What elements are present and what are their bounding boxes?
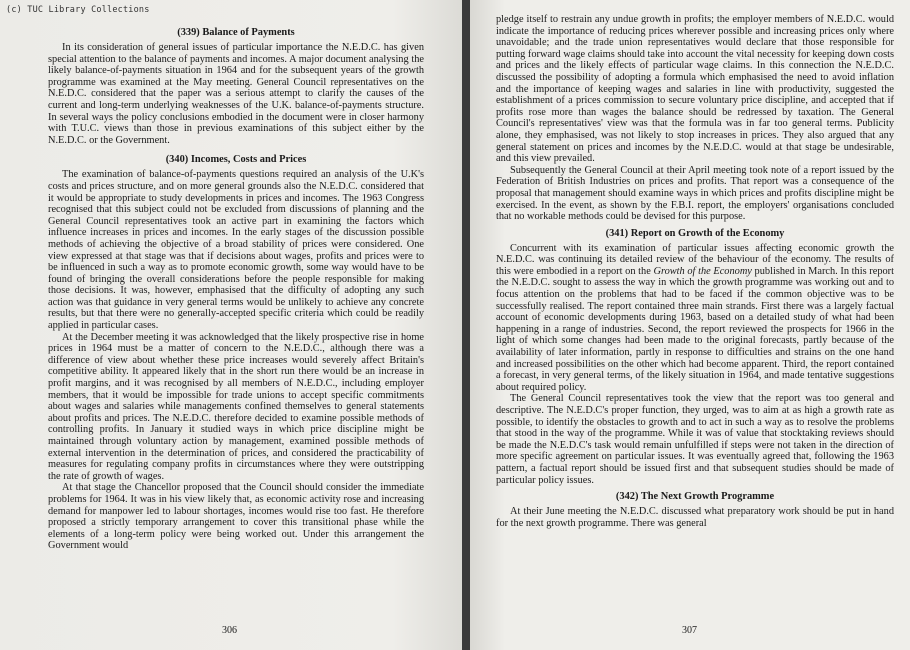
section-340-paragraph-2: At the December meeting it was acknowledged that the likely prospective rise in home prices in 1964 must be a matter of concern to the N.E.D.C., although there was a difference of view about whether these price increases would severely affect Britain's competitive ability. It appeared likely that in the short run there would be an increase in profit margins, and it was recognised by all members of N.E.D.C., including employer members, that it would be impossible for trade unions to accept specific commitments about wages and salaries while managements confined themselves to general statements about profits and prices. The N.E.D.C. therefore decided to examine possible methods of controlling profits. In January it studied ways in which price discipline might be maintained through voluntary action by management, examined possible methods of external intervention in the determination of prices, and considered the practicability of measures for regulating company profits in circumstances where they were outstripping the rate of growth of wages. bbox=[48, 331, 424, 482]
report-title: Growth of the Economy bbox=[653, 265, 752, 277]
page-number-left: 306 bbox=[222, 625, 237, 636]
section-341-text-a: Concurrent with its examination of particular issues affecting economic growth the N.E.D.C. was continuing its detailed review of the behaviour of the economy. The results of this were embodied in a report on the bbox=[496, 242, 894, 277]
page-number-right: 307 bbox=[682, 625, 697, 636]
watermark: (c) TUC Library Collections bbox=[6, 5, 150, 15]
right-page bbox=[470, 0, 910, 650]
fbi-report-paragraph: Subsequently the General Council at their April meeting took note of a report issued by the Federation of British Industries on prices and profits. That report was a consequence of the proposal that management should examine ways in which prices and profits discipline might be exercised. In the event, as shown by the F.B.I. report, the employers' organisations concluded that no workable methods could be devised for this purpose. bbox=[496, 164, 894, 223]
book-gutter bbox=[462, 0, 470, 650]
section-342-paragraph: At their June meeting the N.E.D.C. discussed what preparatory work should be put in hand for the next growth programme. There was general bbox=[496, 506, 894, 529]
section-341-text-b: published in March. In this report the N.E.D.C. sought to assess the way in which the growth programme was working out and to focus attention on the problems that had to be faced if the common objective was to be successfully realised. The report contained three main strands. First there was a largely factual account of economic developments during 1963, based on a detailed study of what had been happening in a range of industries. Second, the report reviewed the prospects for 1966 in the light of which some changes had been made to the original forecasts, partly because of the availability of later information, partly in response to difficulties and strains on the one hand and increased possibilities on the other which had become apparent. Third, the report contained a forecast, in very general terms, of the likely situation in 1964, and made tentative suggestions about required policy. bbox=[496, 265, 894, 393]
section-339-heading: (339) Balance of Payments bbox=[177, 27, 295, 38]
section-341-paragraph-1 bbox=[496, 243, 894, 394]
section-341-heading: (341) Report on Growth of the Economy bbox=[605, 227, 785, 239]
section-340-paragraph-1: The examination of balance-of-payments questions required an analysis of the U.K's costs and prices structure, and on more general grounds also the N.E.D.C. considered that it would be appropriate to study developments in prices and incomes. The 1963 Congress recognised that this subject could not be excluded from discussions of planning and the General Council representatives took an active part in examining the factors which influence increases in prices and incomes. In the early stages of the discussion possible methods of achieving the objective of a broad stability of prices were considered. One view expressed at that stage was that if decisions about wages, profits and prices were to be influenced in such a way as to promote economic growth, some way would have to be found of bringing the overall considerations before the people responsible for making those decisions. It was, however, emphasised that the difficulty of adopting any such action was that guidance in very general terms would be unlikely to achieve any concrete results, but that there were no generally-accepted specific criteria which could be readily applied in particular cases. bbox=[48, 169, 424, 332]
continued-paragraph: pledge itself to restrain any undue growth in profits; the employer members of N.E.D.C. would indicate the importance of reducing prices wherever possible and increasing prices only where unavoidable; and the trade union representatives would declare that those responsible for putting forward wage claims should take into account the vital necessity for keeping down costs and prices and the likely effects of particular wage claims. In this connection the N.E.D.C. discussed the possibility of adopting a formula which emphasised the need to avoid inflation and the importance of keeping wages and salaries in line with productivity, suggested the establishment of a prices commission to secure voluntary price discipline, and accepted that if profits rose more than wages the balance should be redressed by taxation. The General Council's representatives' view was that the formula was in far too general terms. Publicity alone, they emphasised, was not likely to stop increases in prices. They also argued that any general statement on prices and incomes by the N.E.D.C. would at that stage be undesirable, and this view prevailed. bbox=[496, 14, 894, 165]
section-341-paragraph-2: The General Council representatives took the view that the report was too general and descriptive. The N.E.D.C's proper function, they urged, was to aim at as high a growth rate as possible, to identify the obstacles to growth and to act in such a way as to resolve the problems that stood in the way of the programme. While it was of value that stocktaking reviews should be made the N.E.D.C's task would remain unfulfilled if steps were not taken in the direction of more specific agreement on particular issues. It was eventually agreed that, following the 1963 pattern, a factual report should be issued first and that subsequent studies should be made of particular policy issues. bbox=[496, 393, 894, 486]
section-339-paragraph: In its consideration of general issues of particular importance the N.E.D.C. has given special attention to the balance of payments and incomes. A major document analysing the likely balance-of-payments situation in 1964 and for the subsequent years of the growth programme was examined at the May meeting. General Council representatives on the N.E.D.C. considered that the paper was a serious attempt to clarify the causes of the current and long-term underlying weaknesses of the U.K. balance-of-payments structure. In several ways the policy conclusions embodied in the document were in closer harmony with T.U.C. views than those in previous examinations of this subject either by the N.E.D.C. or the Government. bbox=[48, 42, 424, 146]
section-342-heading: (342) The Next Growth Programme bbox=[615, 491, 775, 503]
section-340-heading: (340) Incomes, Costs and Prices bbox=[165, 154, 307, 166]
section-340-paragraph-3: At that stage the Chancellor proposed that the Council should consider the immediate problems for 1964. It was in his view likely that, as economic activity rose and increasing demand for manpower led to labour shortages, incomes would rise too fast. He therefore proposed a strictly temporary arrangement to cover this transitional phase while the elements of a long-term policy were being worked out. Under this arrangement the Government would bbox=[48, 482, 424, 552]
